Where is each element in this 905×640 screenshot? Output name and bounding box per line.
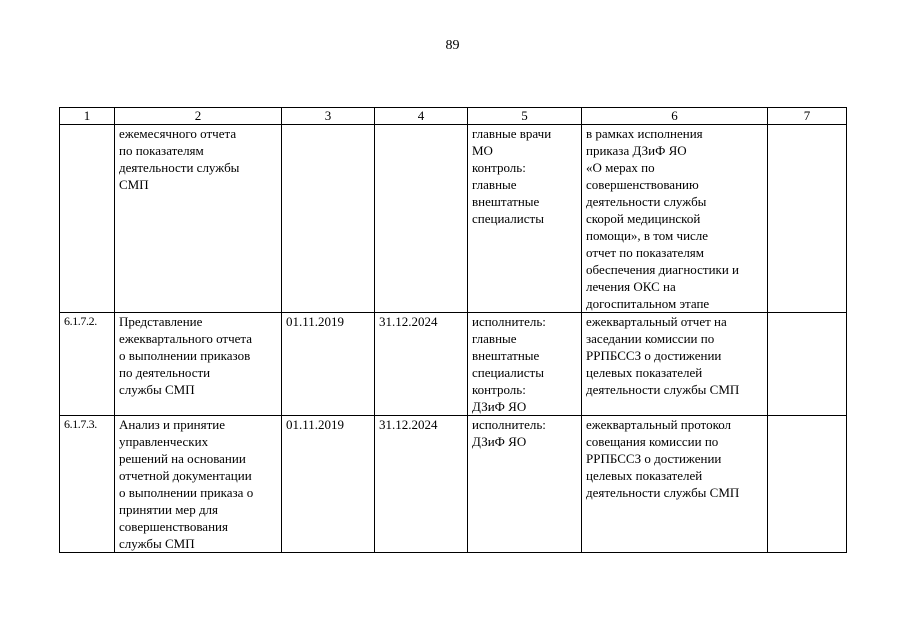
column-header: 5	[468, 108, 582, 125]
column-header: 3	[282, 108, 375, 125]
start-date-cell: 01.11.2019	[282, 416, 375, 553]
table-row	[60, 416, 847, 553]
note-cell	[768, 125, 847, 313]
page-number: 89	[445, 38, 460, 53]
end-date-cell	[375, 125, 468, 313]
note-cell	[768, 416, 847, 553]
result-description-line: деятельности службы СМП	[586, 382, 740, 397]
result-description-line: деятельности службы СМП	[586, 485, 740, 500]
result-description-line: целевых показателей	[586, 468, 703, 483]
responsible-line: главные	[472, 177, 517, 192]
activity-description-line: по деятельности	[119, 365, 211, 380]
responsible-line: исполнитель:	[472, 314, 546, 329]
start-date-cell	[282, 125, 375, 313]
responsible-line: внештатные	[472, 348, 540, 363]
activity-description-line: управленческих	[119, 434, 209, 449]
activity-description-line: службы СМП	[119, 536, 195, 551]
table-row	[60, 125, 847, 313]
responsible-line: ДЗиФ ЯО	[472, 399, 527, 414]
result-description-line: в рамках исполнения	[586, 126, 703, 141]
activity-description-line: ежеквартального отчета	[119, 331, 253, 346]
responsible-cell	[468, 125, 582, 313]
activity-description-line: СМП	[119, 177, 149, 192]
item-number-cell	[60, 125, 115, 313]
activity-description-line: принятии мер для	[119, 502, 219, 517]
start-date-cell: 01.11.2019	[282, 313, 375, 416]
item-number-cell: 6.1.7.3.	[60, 416, 115, 553]
plan-table	[59, 107, 847, 553]
result-description-line: приказа ДЗиФ ЯО	[586, 143, 687, 158]
responsible-line: специалисты	[472, 211, 544, 226]
activity-description-line: о выполнении приказов	[119, 348, 251, 363]
result-description-cell	[582, 313, 768, 416]
responsible-line: исполнитель:	[472, 417, 546, 432]
result-description-cell	[582, 416, 768, 553]
result-description-line: отчет по показателям	[586, 245, 705, 260]
header-row	[60, 108, 847, 125]
activity-description-line: службы СМП	[119, 382, 195, 397]
result-description-line: совершенствованию	[586, 177, 699, 192]
result-description-line: совещания комиссии по	[586, 434, 719, 449]
responsible-line: ДЗиФ ЯО	[472, 434, 527, 449]
column-header: 6	[582, 108, 768, 125]
column-header: 7	[768, 108, 847, 125]
result-description-line: ежеквартальный отчет на	[586, 314, 727, 329]
end-date-cell: 31.12.2024	[375, 313, 468, 416]
activity-description-line: решений на основании	[119, 451, 246, 466]
result-description-cell	[582, 125, 768, 313]
responsible-line: главные	[472, 331, 517, 346]
column-header: 2	[115, 108, 282, 125]
activity-description-cell	[115, 125, 282, 313]
result-description-line: скорой медицинской	[586, 211, 701, 226]
activity-description-line: совершенствования	[119, 519, 228, 534]
result-description-line: лечения ОКС на	[586, 279, 676, 294]
result-description-line: догоспитальном этапе	[586, 296, 710, 311]
end-date-cell: 31.12.2024	[375, 416, 468, 553]
result-description-line: ежеквартальный протокол	[586, 417, 732, 432]
result-description-line: обеспечения диагностики и	[586, 262, 740, 277]
result-description-line: целевых показателей	[586, 365, 703, 380]
responsible-line: главные врачи	[472, 126, 552, 141]
responsible-line: внештатные	[472, 194, 540, 209]
result-description-line: помощи», в том числе	[586, 228, 709, 243]
responsible-line: МО	[472, 143, 493, 158]
activity-description-line: ежемесячного отчета	[119, 126, 237, 141]
activity-description-line: о выполнении приказа о	[119, 485, 254, 500]
responsible-line: контроль:	[472, 160, 526, 175]
result-description-line: заседании комиссии по	[586, 331, 715, 346]
activity-description-line: отчетной документации	[119, 468, 252, 483]
column-header: 1	[60, 108, 115, 125]
activity-description-line: деятельности службы	[119, 160, 240, 175]
responsible-line: контроль:	[472, 382, 526, 397]
activity-description-line: по показателям	[119, 143, 204, 158]
activity-description-line: Анализ и принятие	[119, 417, 226, 432]
activity-description-line: Представление	[119, 314, 203, 329]
result-description-line: «О мерах по	[586, 160, 655, 175]
responsible-line: специалисты	[472, 365, 544, 380]
note-cell	[768, 313, 847, 416]
result-description-line: РРПБССЗ о достижении	[586, 451, 722, 466]
item-number-cell: 6.1.7.2.	[60, 313, 115, 416]
activity-description-cell	[115, 313, 282, 416]
result-description-line: деятельности службы	[586, 194, 707, 209]
activity-description-cell	[115, 416, 282, 553]
responsible-cell	[468, 416, 582, 553]
result-description-line: РРПБССЗ о достижении	[586, 348, 722, 363]
table-row	[60, 313, 847, 416]
responsible-cell	[468, 313, 582, 416]
column-header: 4	[375, 108, 468, 125]
